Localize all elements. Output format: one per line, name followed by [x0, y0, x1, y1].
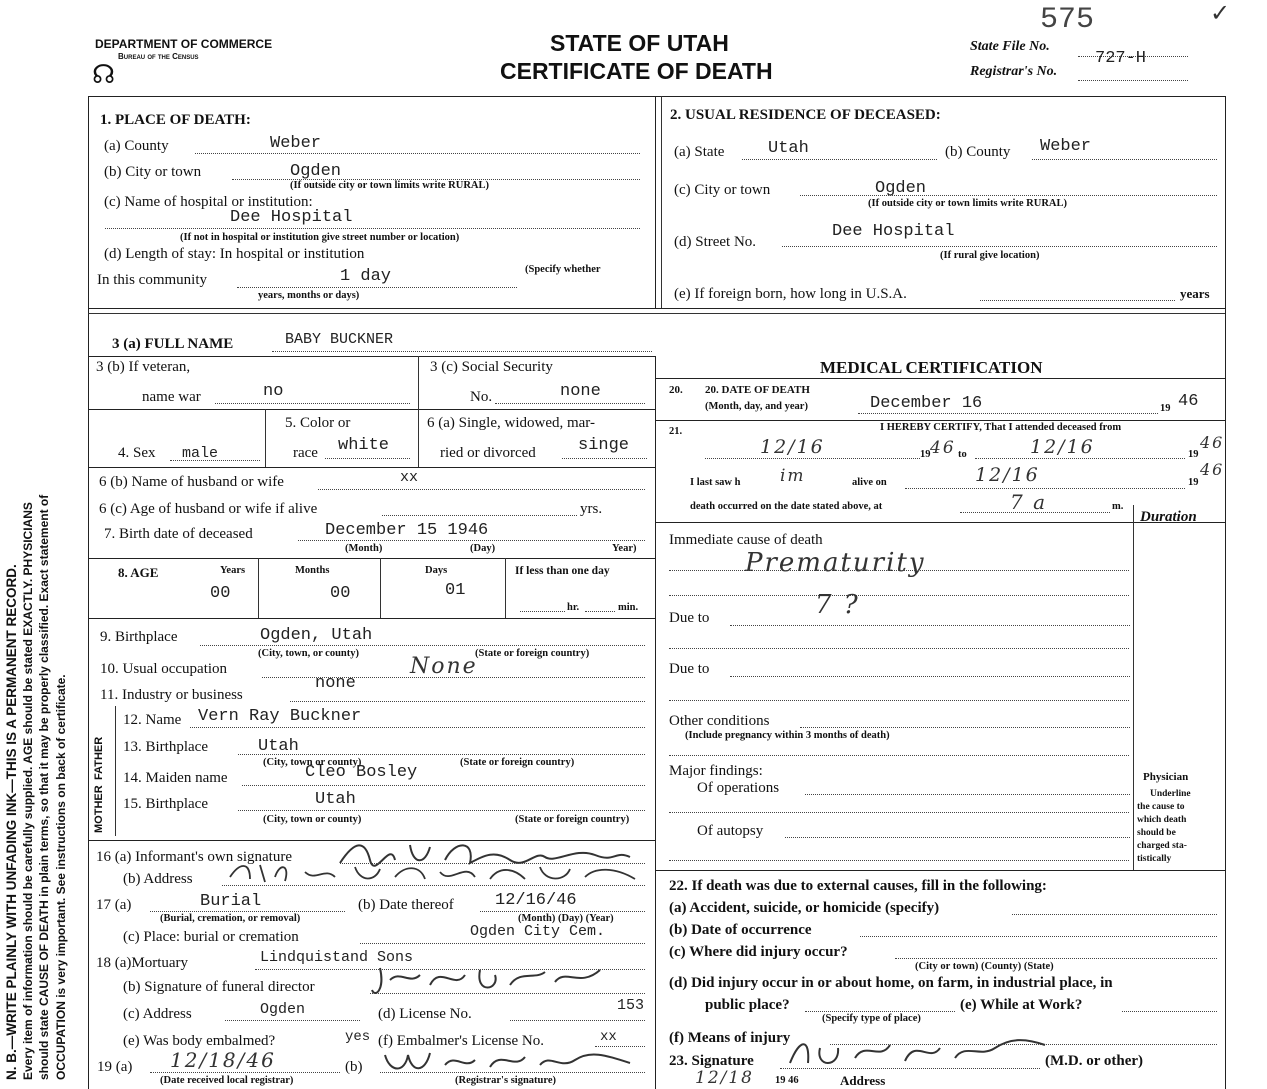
color-label: 5. Color or — [285, 415, 351, 431]
death-county-label: (a) County — [104, 138, 169, 154]
age-years-head: Years — [220, 565, 246, 576]
registrar-sig-note: (Registrar's signature) — [455, 1075, 556, 1086]
dod-value: December 16 — [870, 394, 983, 413]
age-label: 8. AGE — [118, 565, 159, 580]
physician-signature — [780, 1033, 1050, 1073]
autopsy-label: Of autopsy — [697, 823, 764, 839]
res-years-label: years — [1180, 286, 1210, 301]
mortuary-value: Lindquistand Sons — [260, 949, 414, 966]
age-hr: hr. — [567, 602, 580, 613]
res-city-label: (c) City or town — [674, 182, 771, 198]
registrar-date-label: 19 (a) — [97, 1059, 133, 1075]
attended-from: 12/16 — [760, 436, 825, 458]
less-than-day-note: If less than one day — [515, 565, 610, 577]
full-name-value: BABY BUCKNER — [285, 331, 394, 348]
res-city-value: Ogden — [875, 179, 927, 198]
industry-label: 11. Industry or business — [100, 687, 243, 703]
to-year: 46 — [1200, 433, 1225, 452]
bureau-label: Bureau of the Census — [118, 52, 199, 61]
external-c-label: (c) Where did injury occur? — [669, 944, 848, 960]
from-19: 19 — [920, 449, 931, 460]
alive-19: 19 — [1188, 477, 1199, 488]
burial-note: (Burial, cremation, or removal) — [160, 913, 301, 924]
father-side-label: FATHER — [93, 736, 105, 780]
war-label: name war — [142, 389, 201, 405]
stamp-number: 575 — [1040, 3, 1095, 37]
instruction-line-1: N. B.—WRITE PLAINLY WITH UNFADING INK—THIS IS A PERMANENT RECORD. — [4, 564, 19, 1080]
alive-value: 12/16 — [975, 464, 1040, 486]
registrar-label: Registrar's No. — [970, 64, 1058, 79]
embalmer-label: (f) Embalmer's License No. — [378, 1033, 544, 1049]
mother-name-value: Cleo Bosley — [305, 763, 418, 782]
death-time: 7 a — [1010, 490, 1048, 514]
to-label: to — [958, 449, 967, 460]
spouse-value: xx — [400, 469, 419, 486]
industry-value: none — [315, 674, 356, 693]
signature-23-label: 23. Signature — [669, 1053, 754, 1069]
age-days-head: Days — [425, 565, 448, 576]
stay-value: 1 day — [340, 267, 392, 286]
license-value: 153 — [617, 997, 645, 1014]
duration-header: Duration — [1140, 509, 1197, 525]
age-months-value: 00 — [330, 584, 351, 603]
underline-note: Underline — [1150, 789, 1191, 799]
underline-note-5: tistically — [1137, 854, 1172, 864]
father-name-label: 12. Name — [123, 712, 182, 728]
occupation-handwritten: None — [410, 654, 478, 679]
race-value: white — [338, 436, 390, 455]
stay-units: years, months or days) — [258, 290, 360, 301]
residence-heading: 2. USUAL RESIDENCE OF DECEASED: — [670, 107, 941, 123]
signature-date: 12/18 — [695, 1068, 754, 1088]
last-saw-label: I last saw h — [690, 477, 741, 488]
mortuary-label: 18 (a)Mortuary — [96, 955, 189, 971]
informant-address-handwritten — [225, 857, 645, 887]
instruction-line-3: should state CAUSE OF DEATH in plain terms, so that it may be properly classified. Exact statement of — [37, 494, 51, 1080]
external-causes-heading: 22. If death was due to external causes, fill in the following: — [669, 878, 1047, 894]
attended-to: 12/16 — [1030, 436, 1095, 458]
medical-heading: MEDICAL CERTIFICATION — [820, 358, 1043, 377]
burial-place-value: Ogden City Cem. — [470, 923, 606, 940]
death-occurred-label: death occurred on the date stated above, at — [690, 501, 883, 512]
stay-label: (d) Length of stay: In hospital or institution — [104, 246, 365, 262]
hospital-label: (c) Name of hospital or institution: — [104, 194, 313, 210]
last-saw-value: im — [780, 466, 806, 486]
death-time-m: m. — [1112, 501, 1124, 512]
other-conditions-label: Other conditions — [669, 713, 770, 729]
due-to-2-label: Due to — [669, 661, 710, 677]
external-e-label: (e) While at Work? — [960, 997, 1083, 1013]
signature-date-year: 19 46 — [775, 1075, 799, 1086]
spouse-age-yrs: yrs. — [580, 501, 603, 517]
other-conditions-note: (Include pregnancy within 3 months of death) — [685, 730, 890, 741]
dod-sub: (Month, day, and year) — [705, 401, 808, 412]
burial-date-value: 12/16/46 — [495, 891, 577, 910]
mother-bp-city-note: (City, town or county) — [263, 814, 362, 825]
external-f-label: (f) Means of injury — [669, 1030, 791, 1046]
department-label: DEPARTMENT OF COMMERCE — [95, 37, 273, 51]
certificate-title: CERTIFICATE OF DEATH — [500, 58, 773, 84]
informant-address-label: (b) Address — [123, 871, 193, 887]
spouse-label: 6 (b) Name of husband or wife — [99, 474, 284, 490]
res-city-note: (If outside city or town limits write RURAL) — [868, 198, 1067, 209]
marital-label-2: ried or divorced — [440, 445, 536, 461]
major-findings-label: Major findings: — [669, 763, 763, 779]
death-county-value: Weber — [270, 134, 322, 153]
marital-value: singe — [578, 436, 630, 455]
res-foreign-label: (e) If foreign born, how long in U.S.A. — [674, 286, 907, 302]
registrar-date-value: 12/18/46 — [170, 1048, 276, 1072]
burial-value: Burial — [200, 892, 262, 911]
res-county-label: (b) County — [945, 144, 1011, 160]
external-d-label-2: public place? — [705, 997, 790, 1013]
director-signature-label: (b) Signature of funeral director — [123, 979, 315, 995]
birthplace-value: Ogden, Utah — [260, 626, 373, 645]
res-state-value: Utah — [768, 139, 809, 158]
underline-note-4: charged sta- — [1137, 841, 1187, 851]
underline-note-2: which death — [1137, 815, 1187, 825]
registrar-number: 727-H — [1095, 49, 1147, 68]
res-street-value: Dee Hospital — [832, 222, 955, 241]
res-state-label: (a) State — [674, 144, 725, 160]
hospital-note: (If not in hospital or institution give street number or location) — [180, 232, 460, 243]
external-c-note: (City or town) (County) (State) — [915, 961, 1054, 972]
death-city-label: (b) City or town — [104, 164, 202, 180]
mortuary-address-label: (c) Address — [123, 1006, 192, 1022]
birth-year-note: Year) — [612, 543, 637, 554]
birth-day-note: (Day) — [470, 543, 496, 554]
due-to-value: 7 ? — [815, 590, 860, 620]
mother-name-label: 14. Maiden name — [123, 770, 228, 786]
burial-date-label: (b) Date thereof — [358, 897, 454, 913]
birth-date-value: December 15 1946 — [325, 521, 489, 540]
burial-label: 17 (a) — [96, 897, 132, 913]
ss-value: none — [560, 382, 601, 401]
mother-birthplace-value: Utah — [315, 790, 356, 809]
veteran-label: 3 (b) If veteran, — [96, 359, 191, 375]
war-value: no — [263, 382, 284, 401]
mother-side-label: MOTHER — [93, 785, 105, 833]
father-birthplace-label: 13. Birthplace — [123, 739, 208, 755]
registrar-sig-b-label: (b) — [345, 1059, 363, 1075]
immediate-cause-label: Immediate cause of death — [669, 532, 823, 548]
embalmer-value: xx — [600, 1029, 617, 1045]
certify-text: I HEREBY CERTIFY, That I attended deceased from — [880, 422, 1122, 433]
mother-bp-state-note: (State or foreign country) — [515, 814, 630, 825]
alive-year: 46 — [1200, 460, 1225, 479]
instruction-line-2: Every item of information should be carefully supplied. AGE should be stated EXACTLY. PHYSICIANS — [21, 502, 35, 1080]
occupation-label: 10. Usual occupation — [100, 661, 228, 677]
to-19: 19 — [1188, 449, 1199, 460]
external-d-label: (d) Did injury occur in or about home, on farm, in industrial place, in — [669, 975, 1113, 991]
res-street-note: (If rural give location) — [940, 250, 1040, 261]
signature-md-note: (M.D. or other) — [1045, 1053, 1144, 1069]
underline-note-1: the cause to — [1137, 802, 1185, 812]
birthplace-state-note: (State or foreign country) — [475, 648, 590, 659]
state-file-label: State File No. — [970, 39, 1050, 54]
age-months-head: Months — [295, 565, 330, 576]
birth-month-note: (Month) — [345, 543, 383, 554]
full-name-label: 3 (a) FULL NAME — [112, 336, 234, 352]
death-city-value: Ogden — [290, 162, 342, 181]
underline-note-3: should be — [1137, 828, 1176, 838]
informant-signature-label: 16 (a) Informant's own signature — [96, 849, 292, 865]
father-birthplace-value: Utah — [258, 737, 299, 756]
external-b-label: (b) Date of occurrence — [669, 922, 812, 938]
ss-no-label: No. — [470, 389, 493, 405]
place-of-death-heading: 1. PLACE OF DEATH: — [100, 112, 251, 128]
stay-specify: (Specify whether — [525, 264, 601, 275]
res-county-value: Weber — [1040, 137, 1092, 156]
sex-label: 4. Sex — [118, 445, 156, 461]
seal-mark: ☊ — [92, 60, 116, 89]
from-year: 46 — [930, 438, 956, 458]
race-label: race — [293, 445, 318, 461]
res-street-label: (d) Street No. — [674, 234, 757, 250]
ss-label: 3 (c) Social Security — [430, 359, 553, 375]
birthplace-city-note: (City, town, or county) — [258, 648, 360, 659]
dod-year-prefix: 19 — [1160, 403, 1171, 414]
item-21-num: 21. — [669, 426, 683, 437]
birth-date-label: 7. Birth date of deceased — [104, 526, 253, 542]
director-signature — [370, 960, 610, 1000]
registrar-date-note: (Date received local registrar) — [160, 1075, 294, 1086]
burial-date-note: (Month) (Day) (Year) — [518, 913, 614, 924]
father-bp-city-note: (City, town or county) — [263, 757, 362, 768]
dod-year: 46 — [1178, 392, 1199, 411]
check-mark: ✓ — [1210, 1, 1231, 27]
age-years-value: 00 — [210, 584, 231, 603]
age-days-value: 01 — [445, 581, 466, 600]
signature-address-label: Address — [840, 1073, 886, 1088]
alive-label: alive on — [852, 477, 887, 488]
due-to-label: Due to — [669, 610, 710, 626]
mother-birthplace-label: 15. Birthplace — [123, 796, 208, 812]
immediate-cause-value: Prematurity — [745, 548, 926, 578]
sex-value: male — [182, 445, 219, 462]
instruction-line-4: OCCUPATION is very important. See instructions on back of certificate. — [54, 674, 68, 1080]
spouse-age-label: 6 (c) Age of husband or wife if alive — [99, 501, 318, 517]
birthplace-label: 9. Birthplace — [100, 629, 178, 645]
age-min: min. — [618, 602, 639, 613]
burial-place-label: (c) Place: burial or cremation — [123, 929, 299, 945]
marital-label: 6 (a) Single, widowed, mar- — [427, 415, 595, 431]
registrar-signature — [380, 1045, 640, 1075]
embalmed-value: yes — [345, 1029, 371, 1045]
mortuary-address-value: Ogden — [260, 1001, 306, 1018]
dod-label: 20. DATE OF DEATH — [705, 384, 810, 396]
physician-note: Physician — [1143, 771, 1189, 783]
dod-label-num: 20. — [669, 384, 683, 396]
father-name-value: Vern Ray Buckner — [198, 707, 362, 726]
community-label: In this community — [97, 272, 207, 288]
external-d-note: (Specify type of place) — [822, 1013, 921, 1024]
father-bp-state-note: (State or foreign country) — [460, 757, 575, 768]
death-city-note: (If outside city or town limits write RURAL) — [290, 180, 489, 191]
embalmed-label: (e) Was body embalmed? — [123, 1033, 276, 1049]
operations-label: Of operations — [697, 780, 780, 796]
external-a-label: (a) Accident, suicide, or homicide (specify) — [669, 900, 940, 916]
hospital-value: Dee Hospital — [230, 208, 353, 227]
state-title: STATE OF UTAH — [550, 30, 729, 56]
license-label: (d) License No. — [378, 1006, 472, 1022]
